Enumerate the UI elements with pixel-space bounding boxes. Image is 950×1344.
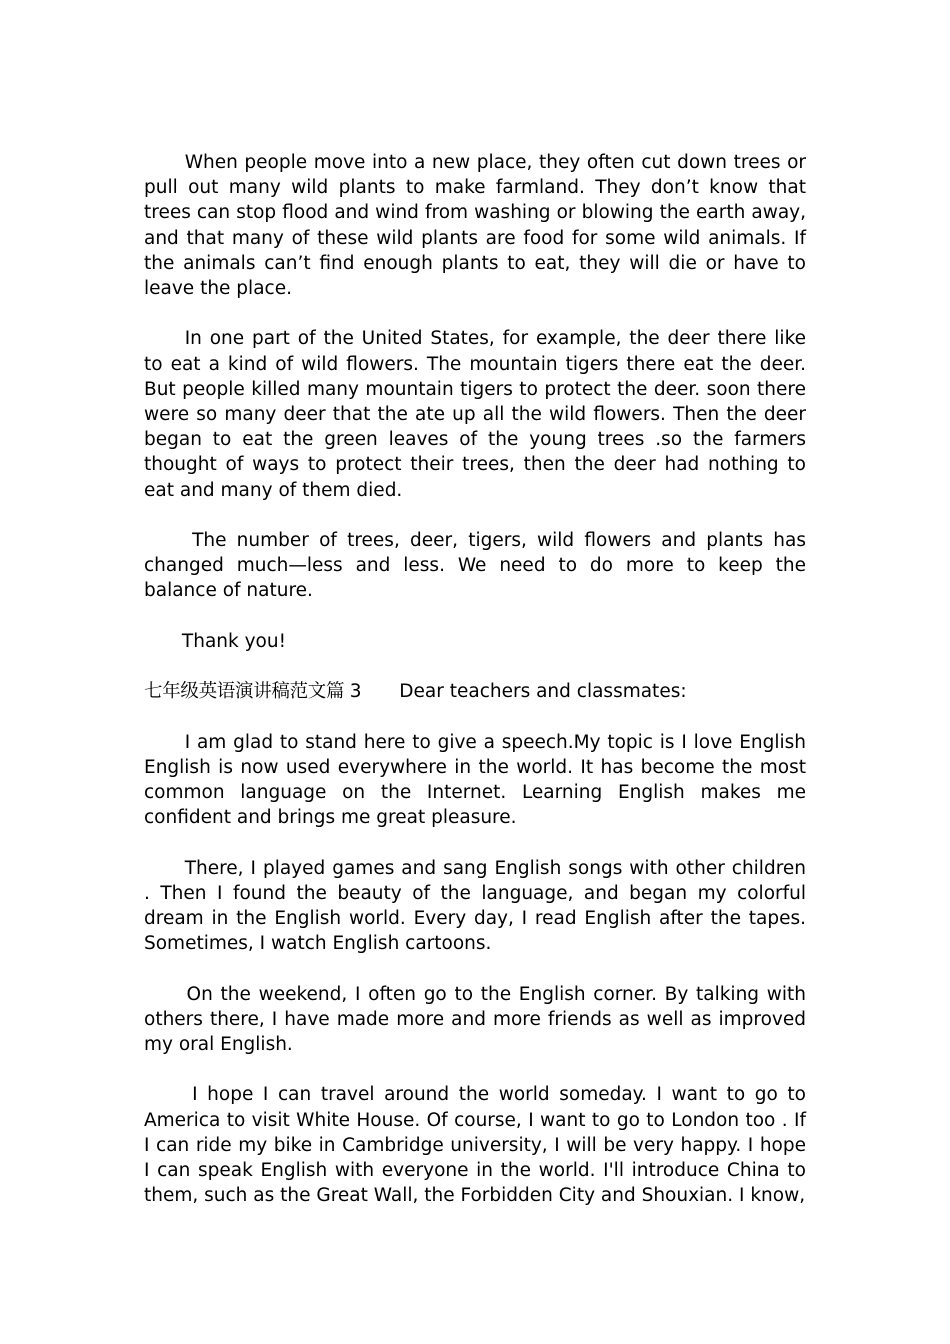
document-page (144, 150, 806, 1208)
section-heading-line (144, 679, 806, 704)
paragraph-deer-example: In one part of the United States, for example, the deer there like to eat a kind of wild flowers. The mountain tigers there eat the deer. But people killed many mountain tigers to protect the deer. soon there were so many deer that the ate up all the wild flowers. Then the deer began to eat the green leaves of the young trees .so the farmers thought of ways to protect their trees, then the deer had nothing to eat and many of them died. (144, 328, 806, 501)
paragraph-english-songs: There, I played games and sang English songs with other children . Then I found the beauty of the language, and began my colorful dream in the English world. Every day, I read English after the tapes. Sometimes, I watch English cartoons. (144, 857, 806, 955)
paragraph-balance-of-nature: The number of trees, deer, tigers, wild flowers and plants has changed much—less and less. We need to do more to keep the balance of nature. (144, 530, 806, 602)
paragraph-wild-plants: When people move into a new place, they often cut down trees or pull out many wild plants to make farmland. They don’t know that trees can stop flood and wind from washing or blowing the earth away, and that many of these wild plants are food for some wild animals. If the animals can’t find enough plants to eat, they will die or have to leave the place. (144, 152, 806, 300)
paragraph-travel-hope: I hope I can travel around the world someday. I want to go to America to visit White House. Of course, I want to go to London too . If I can ride my bike in Cambridge university, I will be very happy. I hope I can speak English with everyone in the world. I'll introduce China to them, such as the Great Wall, the Forbidden City and Shouxian. I know, (144, 1084, 806, 1207)
section-heading: 七年级英语演讲稿范文篇 3 (144, 681, 362, 703)
paragraph-love-english: I am glad to stand here to give a speech.My topic is I love English English is now used everywhere in the world. It has become the most common language on the Internet. Learning English makes me confident and brings me great pleasure. (144, 731, 806, 829)
greeting: Dear teachers and classmates: (399, 681, 687, 703)
paragraph-thank-you: Thank you! (181, 630, 287, 652)
paragraph-english-corner: On the weekend, I often go to the English corner. By talking with others there, I have made more and more friends as well as improved my oral English. (144, 983, 806, 1055)
